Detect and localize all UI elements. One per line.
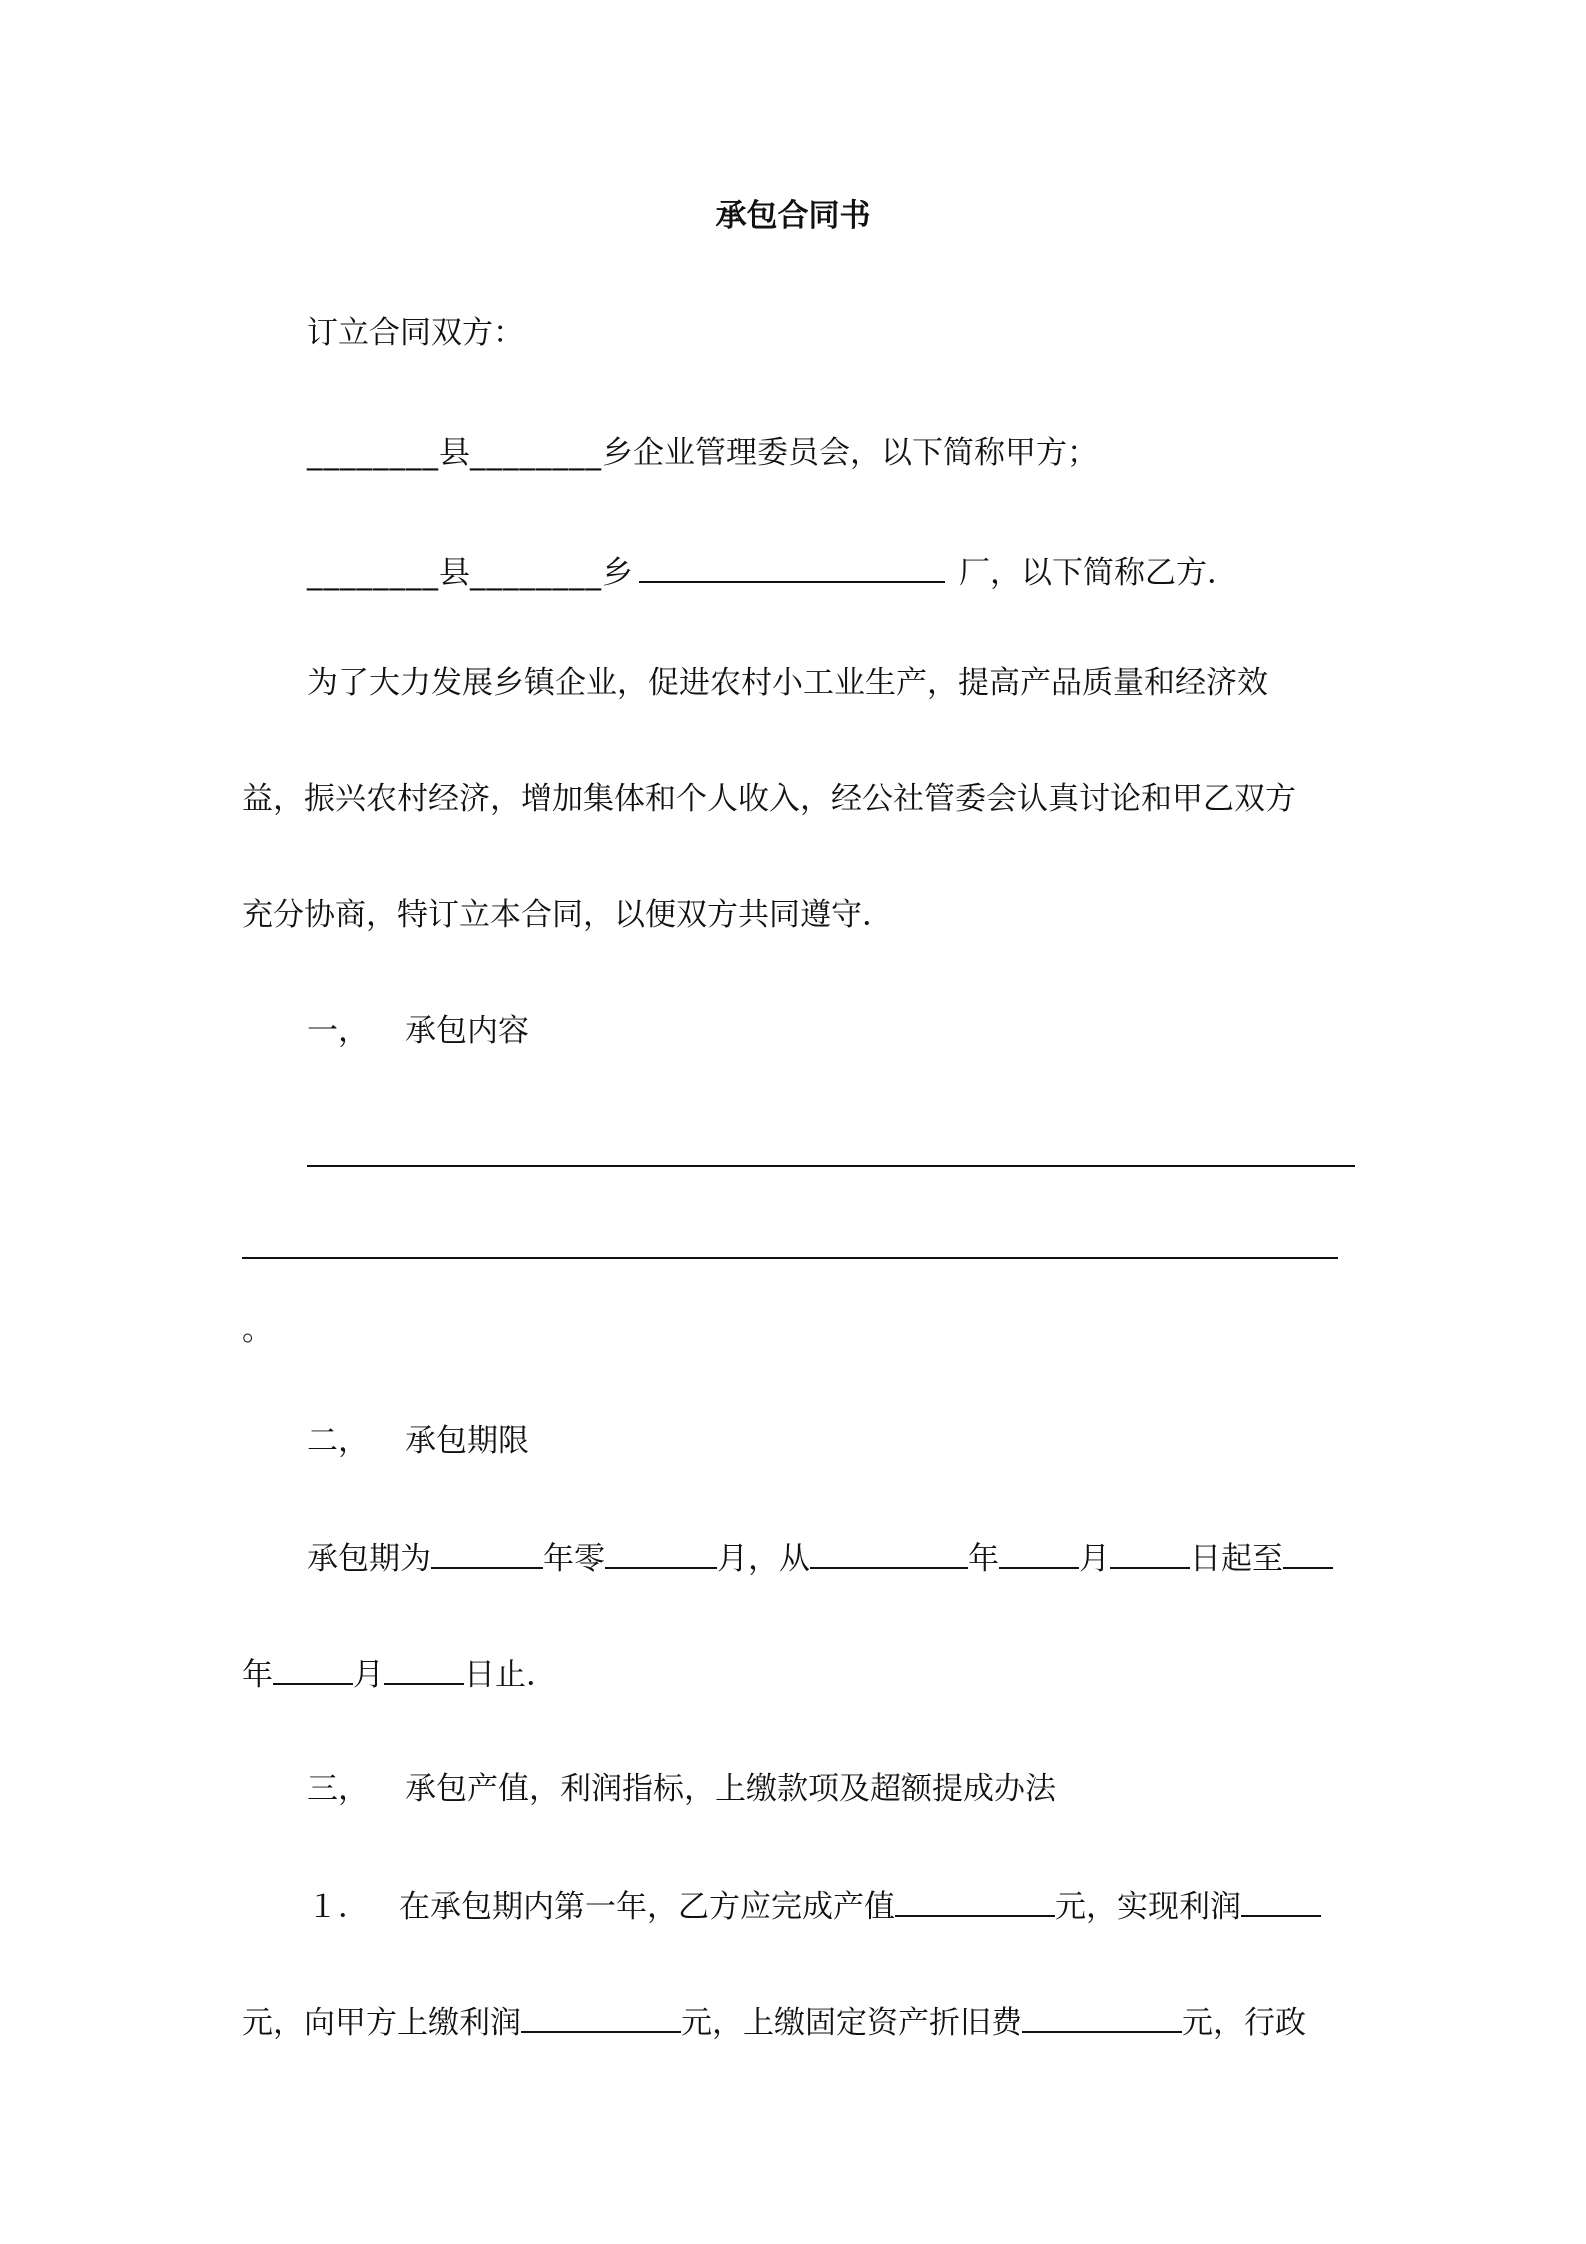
term-years-blank[interactable] xyxy=(431,1537,543,1569)
term-text: 月，从 xyxy=(717,1541,810,1577)
party-b-line xyxy=(307,551,1238,591)
term-line-2 xyxy=(242,1653,557,1693)
term-text: 年 xyxy=(968,1541,999,1577)
party-a-line xyxy=(307,433,1098,473)
profit-payment-blank[interactable] xyxy=(521,2001,681,2033)
township-label: 乡 xyxy=(602,555,633,591)
section-2-label: 承包期限 xyxy=(405,1423,529,1459)
term-text: 年 xyxy=(242,1657,273,1693)
contract-content-blank-2[interactable] xyxy=(242,1257,1338,1259)
end-year-blank[interactable] xyxy=(1283,1537,1333,1569)
end-month-blank[interactable] xyxy=(273,1653,353,1685)
section-2-heading xyxy=(307,1421,529,1461)
county-blank[interactable]: ________ xyxy=(307,555,439,591)
item-1-text: 元，行政 xyxy=(1182,2005,1306,2041)
section-1-heading xyxy=(307,1011,529,1051)
purpose-line-1: 为了大力发展乡镇企业，促进农村小工业生产，提高产品质量和经济效 xyxy=(307,665,1268,701)
item-1-text: 在承包期内第一年，乙方应完成产值 xyxy=(399,1889,895,1925)
purpose-line-2: 益，振兴农村经济，增加集体和个人收入，经公社管委会认真讨论和甲乙双方 xyxy=(242,781,1296,817)
section-1-label: 承包内容 xyxy=(405,1013,529,1049)
term-text: 年零 xyxy=(543,1541,605,1577)
start-month-blank[interactable] xyxy=(999,1537,1079,1569)
document-title: 承包合同书 xyxy=(715,198,871,234)
party-a-text: 乡企业管理委员会，以下简称甲方； xyxy=(602,435,1098,471)
purpose-line-3: 充分协商，特订立本合同，以便双方共同遵守． xyxy=(242,897,893,933)
output-value-blank[interactable] xyxy=(895,1885,1055,1917)
term-months-blank[interactable] xyxy=(605,1537,717,1569)
term-line-1 xyxy=(307,1537,1333,1577)
section-3-heading xyxy=(307,1769,1056,1809)
end-day-blank[interactable] xyxy=(384,1653,464,1685)
item-1-text: 元，上缴固定资产折旧费 xyxy=(681,2005,1022,2041)
county-blank[interactable]: ________ xyxy=(307,435,439,471)
term-text: 月 xyxy=(353,1657,384,1693)
contract-content-blank-1[interactable] xyxy=(307,1165,1355,1167)
section-1-number: 一， xyxy=(307,1013,369,1049)
term-text: 承包期为 xyxy=(307,1541,431,1577)
township-blank[interactable]: ________ xyxy=(470,435,602,471)
section-1-end-mark: 。 xyxy=(242,1312,273,1348)
item-1-line-1 xyxy=(307,1885,1321,1925)
term-text: 月 xyxy=(1079,1541,1110,1577)
item-1-text: 元，向甲方上缴利润 xyxy=(242,2005,521,2041)
profit-blank[interactable] xyxy=(1241,1885,1321,1917)
item-1-number: １． xyxy=(307,1889,369,1925)
term-text: 日起至 xyxy=(1190,1541,1283,1577)
section-2-number: 二， xyxy=(307,1423,369,1459)
term-text: 日止． xyxy=(464,1657,557,1693)
section-3-label: 承包产值，利润指标，上缴款项及超额提成办法 xyxy=(405,1771,1056,1807)
factory-name-blank[interactable] xyxy=(639,551,945,583)
county-label: 县 xyxy=(439,555,470,591)
depreciation-blank[interactable] xyxy=(1022,2001,1182,2033)
section-3-number: 三， xyxy=(307,1771,369,1807)
parties-heading: 订立合同双方： xyxy=(307,315,524,351)
township-blank[interactable]: ________ xyxy=(470,555,602,591)
start-day-blank[interactable] xyxy=(1110,1537,1190,1569)
item-1-line-2 xyxy=(242,2001,1306,2041)
item-1-text: 元，实现利润 xyxy=(1055,1889,1241,1925)
party-b-text: 厂，以下简称乙方． xyxy=(959,555,1238,591)
county-label: 县 xyxy=(439,435,470,471)
start-year-blank[interactable] xyxy=(810,1537,968,1569)
